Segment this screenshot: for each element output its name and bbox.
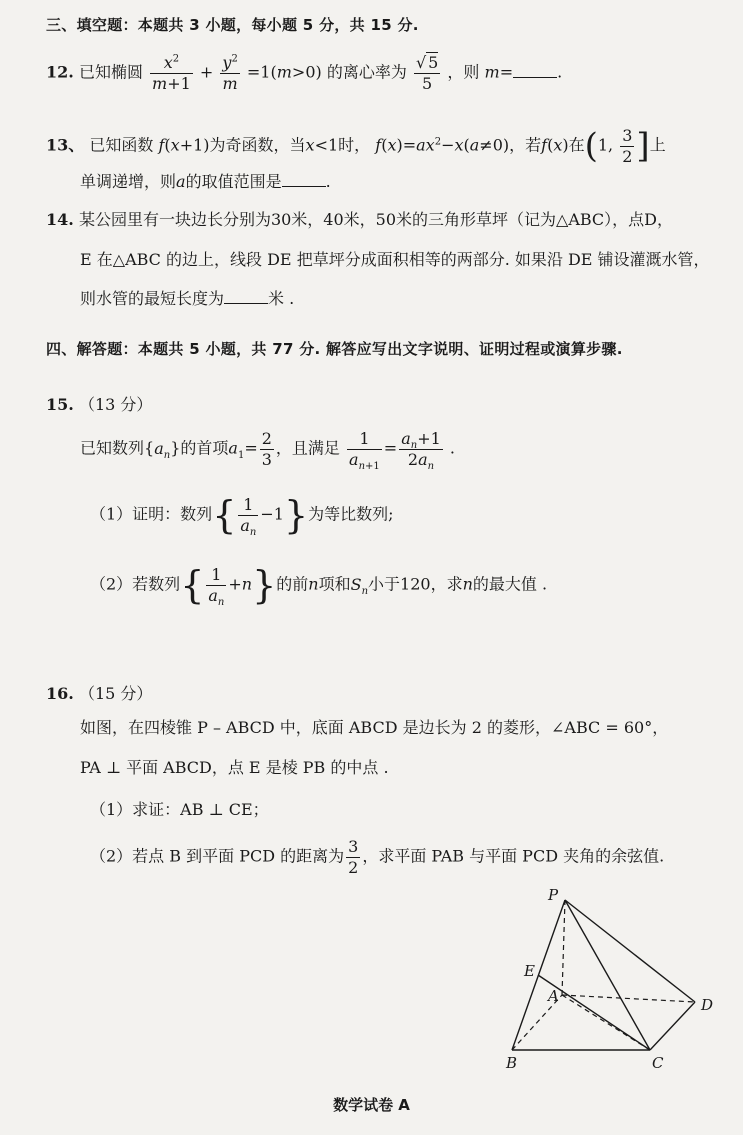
label-A: A [548, 987, 559, 1005]
label-C: C [652, 1054, 664, 1072]
q15-stem-mid: 的首项 [180, 438, 229, 458]
edge-PA [562, 900, 565, 995]
question-16-header [46, 684, 152, 703]
q14-line2: E 在△ABC 的边上，线段 DE 把草坪分成面积相等的两部分. 如果沿 DE 铺设灌溉水管， [80, 250, 710, 269]
q16-p2-frac: $\frac{3}{2}$ [348, 837, 359, 877]
q16-score: （15 分） [78, 684, 153, 703]
q15-p1-label: （1）证明：数列 [90, 504, 213, 524]
q12-eq: = [499, 62, 514, 82]
q15-p2-post1: 的前 [276, 574, 309, 594]
question-15-stem: 已知数列$\{a_n\}$的首项$a_1=$ $\frac{2}{3}$ ，且满足 $\frac{1}{a_{n+1}}$ = $\frac{a_n+1}{2a_n}$ . [80, 429, 455, 472]
q13-t4: 在 [568, 135, 585, 155]
q15-p1-frac: $\frac{1}{a_n}$ [240, 495, 257, 538]
q12-number: 12. [46, 62, 74, 82]
q12-answer-blank [513, 63, 557, 78]
q15-p2-frac: $\frac{1}{a_n}$ [208, 565, 225, 608]
question-15-part2: （2）若数列{ $\frac{1}{a_n}$ +n}的前n项和$S_n$小于120，求n的最大值 . [90, 563, 548, 608]
q16-p2-post: ，求平面 PAB 与平面 PCD 夹角的余弦值. [362, 846, 665, 866]
q15-frac-a1: $\frac{2}{3}$ [261, 429, 272, 469]
q15-p1-post: 为等比数列; [308, 504, 394, 524]
q12-frac-y: $\frac{y^2}{m}$ [222, 53, 238, 93]
q15-stem-pre: 已知数列 [80, 438, 145, 458]
edge-AD [562, 995, 695, 1002]
label-P: P [548, 886, 559, 904]
label-D: D [701, 996, 714, 1014]
q13-frac: $\frac{3}{2}$ [622, 126, 633, 166]
question-15-part1: （1）证明：数列{ $\frac{1}{a_n}$ −1}为等比数列; [90, 493, 394, 538]
q15-stem-mid2: ，且满足 [275, 438, 340, 458]
question-14-line3 [80, 289, 294, 308]
q14-line3-pre: 则水管的最短长度为 [80, 289, 225, 308]
q13-end: . [325, 172, 331, 191]
page-footer: 数学试卷 A [333, 1096, 410, 1114]
q12-text-post: ，则 [447, 62, 480, 82]
edge-PD [565, 900, 695, 1002]
q16-number: 16. [46, 684, 74, 703]
q15-p2-post4: 的最大值 . [472, 574, 548, 594]
q13-line2-mid: 的取值范围是 [185, 172, 282, 191]
q12-var-m: m [484, 62, 500, 82]
q14-number: 14. [46, 210, 74, 229]
q13-answer-blank [282, 172, 326, 187]
q12-frac-e: $\frac{√ 5}{5}$ [415, 53, 439, 93]
question-16-part2 [90, 838, 664, 876]
q14-line1: 某公园里有一块边长分别为30米，40米，50米的三角形草坪（记为△ABC），点D， [78, 210, 674, 229]
q13-t2: 时， [338, 135, 371, 155]
q12-text-mid: 的离心率为 [326, 62, 407, 82]
question-14 [46, 210, 673, 229]
q15-stem-end: . [449, 438, 455, 458]
q14-answer-blank [224, 289, 268, 304]
q16-line1: 如图，在四棱锥 P – ABCD 中，底面 ABCD 是边长为 2 的菱形，∠ABC = 60°， [80, 718, 669, 737]
question-15-header [46, 395, 152, 414]
q15-frac-left: $\frac{1}{a_{n+1}}$ [349, 429, 380, 472]
q15-p2-post3: 小于120，求 [368, 574, 463, 594]
edge-PC [565, 900, 650, 1050]
q13-line2-pre: 单调递增，则 [80, 172, 177, 191]
q12-text-pre: 已知椭圆 [78, 62, 143, 82]
q16-part1: （1）求证：AB ⊥ CE； [90, 800, 269, 819]
q15-p2-label: （2）若数列 [90, 574, 181, 594]
edge-CD [650, 1002, 695, 1050]
label-E: E [524, 962, 535, 980]
q15-number: 15. [46, 395, 74, 414]
section4-title: 四、解答题：本题共 5 小题，共 77 分. 解答应写出文字说明、证明过程或演算步骤. [46, 340, 623, 358]
q15-p2-post2: 项和 [318, 574, 351, 594]
pyramid-figure [490, 880, 730, 1080]
q12-frac-x: $\frac{x^2}{m+1}$ [152, 53, 191, 93]
q14-line3-post: 米 . [268, 289, 295, 308]
q13-text-pre: 已知函数 [89, 135, 154, 155]
q12-end: . [557, 62, 563, 82]
question-13: 13、 已知函数 f(x+1)为奇函数，当x<1时， $f(x)=ax^2-x(a\ne 0)$，若f(x)在(1, $\frac{3}{2}$ ]上 [46, 126, 666, 167]
q13-number: 13、 [46, 135, 85, 155]
q15-frac-right: $\frac{a_n+1}{2a_n}$ [401, 429, 441, 472]
q16-p2-pre: （2）若点 B 到平面 PCD 的距离为 [90, 846, 345, 866]
q16-line2: PA ⊥ 平面 ABCD，点 E 是棱 PB 的中点 . [80, 758, 389, 777]
question-13-line2: 单调递增，则a的取值范围是 . [80, 172, 331, 191]
q13-t1: 为奇函数，当 [209, 135, 306, 155]
q15-score: （13 分） [78, 395, 153, 414]
q13-t5: 上 [649, 135, 666, 155]
question-12: 12. 已知椭圆 $\frac{x^2}{m+1}$ + $\frac{y^2}{m}$ =1(m>0) 的离心率为 $\frac{√ 5}{5}$ ，则 m= . [46, 53, 563, 93]
label-B: B [506, 1054, 518, 1072]
section3-title: 三、填空题：本题共 3 小题，每小题 5 分，共 15 分. [46, 16, 419, 34]
q13-t3: ，若 [509, 135, 542, 155]
